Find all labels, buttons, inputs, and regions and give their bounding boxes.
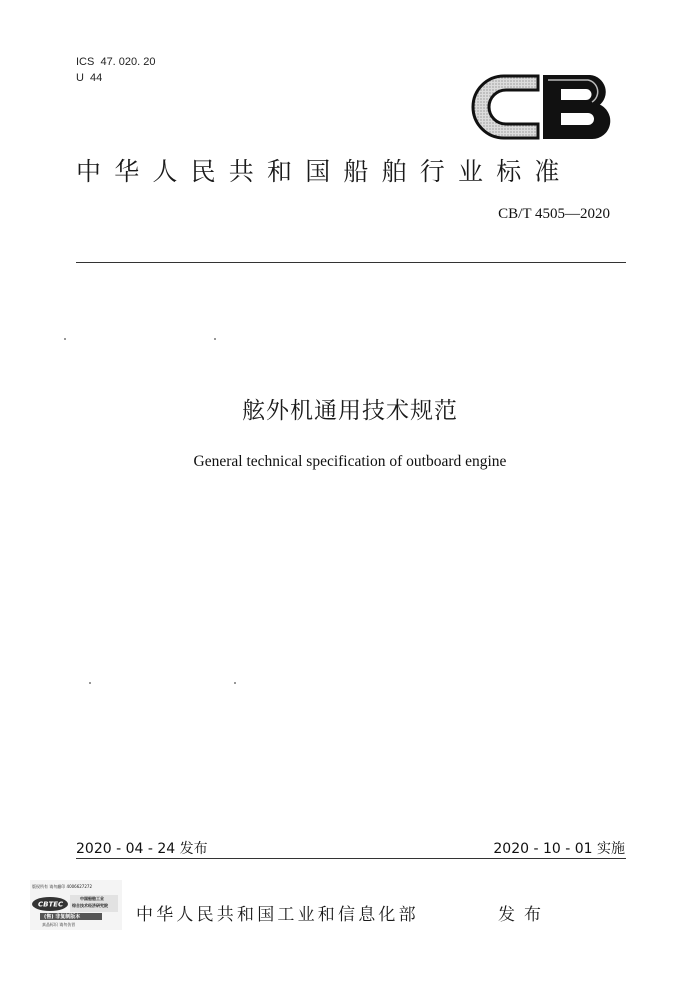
scan-speck (214, 338, 216, 340)
bottom-divider (76, 858, 626, 859)
document-title-en: General technical specification of outboard engine (193, 453, 507, 470)
logo-letter-b (544, 76, 609, 138)
cb-logo (468, 68, 616, 146)
document-title-cn: 舷外机通用技术规范 (242, 398, 458, 424)
ccs-code: U 44 (76, 72, 103, 84)
implementation-date: 2020 - 10 - 01 实施 (493, 841, 625, 857)
standard-category-title: 中华人民共和国船舶行业标准 (76, 157, 573, 186)
standard-code: CB/T 4505—2020 (498, 206, 610, 222)
scan-speck (89, 682, 91, 684)
stamp-line-1: 版权所有 请勿翻印 4006627272 (32, 884, 92, 889)
stamp-line-3: 综合技术经济研究院 (72, 903, 108, 908)
anti-counterfeit-stamp (30, 880, 122, 930)
ics-code: ICS 47. 020. 20 (76, 56, 156, 68)
logo-text: CB (468, 68, 470, 69)
logo-letter-c (473, 76, 538, 138)
publish-label: 发布 (498, 905, 550, 925)
stamp-line-2: 中国船舶工业 (80, 896, 104, 901)
top-divider (76, 262, 626, 263)
stamp-line-4: (售) 非复制版本 (44, 914, 81, 920)
stamp-logo-text: CBTEC (38, 900, 64, 909)
stamp-line-5: 真品标识 请勿仿冒 (42, 922, 76, 927)
issue-date: 2020 - 04 - 24 发布 (76, 841, 208, 857)
scan-speck (64, 338, 66, 340)
scan-speck (234, 682, 236, 684)
publisher-name: 中华人民共和国工业和信息化部 (136, 905, 419, 925)
classification-codes (76, 54, 156, 86)
